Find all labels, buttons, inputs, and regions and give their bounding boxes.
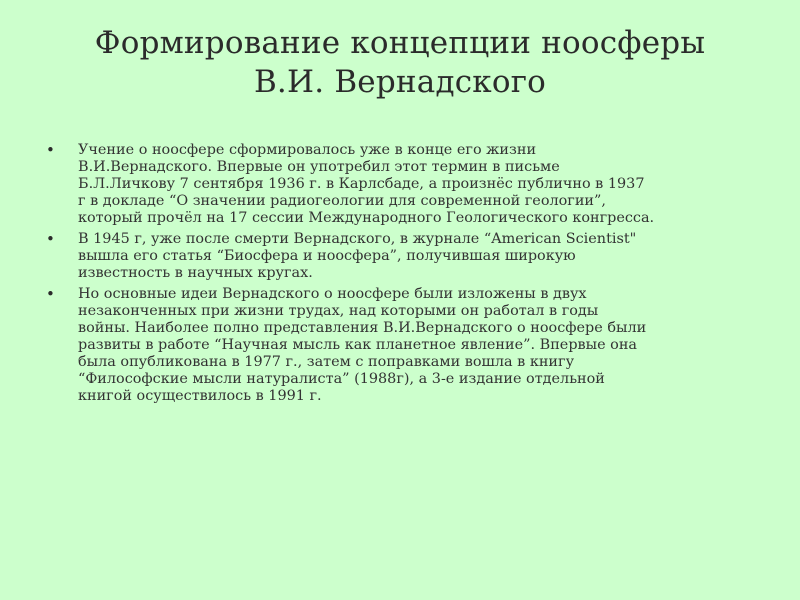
bullet-3-line-5: была опубликована в 1977 г., затем с поправками вошла в книгу [78,354,575,370]
bullet-3-line-3: войны. Наиболее полно представления В.И.Вернадского о ноосфере были [78,320,647,336]
bullet-3-line-2: незаконченных при жизни трудах, над которыми он работал в годы [78,303,599,319]
bullet-1-line-1: Учение о ноосфере сформировалось уже в конце его жизни [78,142,537,158]
bullet-3-line-6: “Философские мысли натуралиста” (1988г), а 3-е издание отдельной [78,371,605,387]
bullet-2-line-1: В 1945 г, уже после смерти Вернадского, в журнале “American Scientist" [78,231,637,247]
bullet-item-1 [46,142,766,227]
title-line-2: В.И. Вернадского [253,64,547,100]
bullet-2-line-2: вышла его статья “Биосфера и ноосфера”, получившая широкую [78,248,576,264]
bullet-list [46,142,766,409]
bullet-1-line-3: Б.Л.Личкову 7 сентября 1936 г. в Карлсбаде, а произнёс публично в 1937 [78,176,645,192]
bullet-3-line-7: книгой осуществилось в 1991 г. [78,388,322,404]
bullet-3-line-4: развиты в работе “Научная мысль как планетное явление”. Впервые она [78,337,638,353]
bullet-1-line-2: В.И.Вернадского. Впервые он употребил этот термин в письме [78,159,560,175]
title-line-1: Формирование концепции ноосферы [94,25,706,61]
bullet-1-line-5: который прочёл на 17 сессии Международного Геологического конгресса. [78,210,655,226]
slide-title [40,24,760,102]
bullet-item-3 [46,286,766,405]
bullet-item-2 [46,231,766,282]
bullet-2-line-3: известность в научных кругах. [78,265,313,281]
bullet-icon: • [46,230,55,248]
bullet-icon: • [46,285,55,303]
bullet-1-line-4: г в докладе “О значении радиогеологии для современной геологии”, [78,193,606,209]
bullet-3-line-1: Но основные идеи Вернадского о ноосфере были изложены в двух [78,286,587,302]
bullet-icon: • [46,141,55,159]
